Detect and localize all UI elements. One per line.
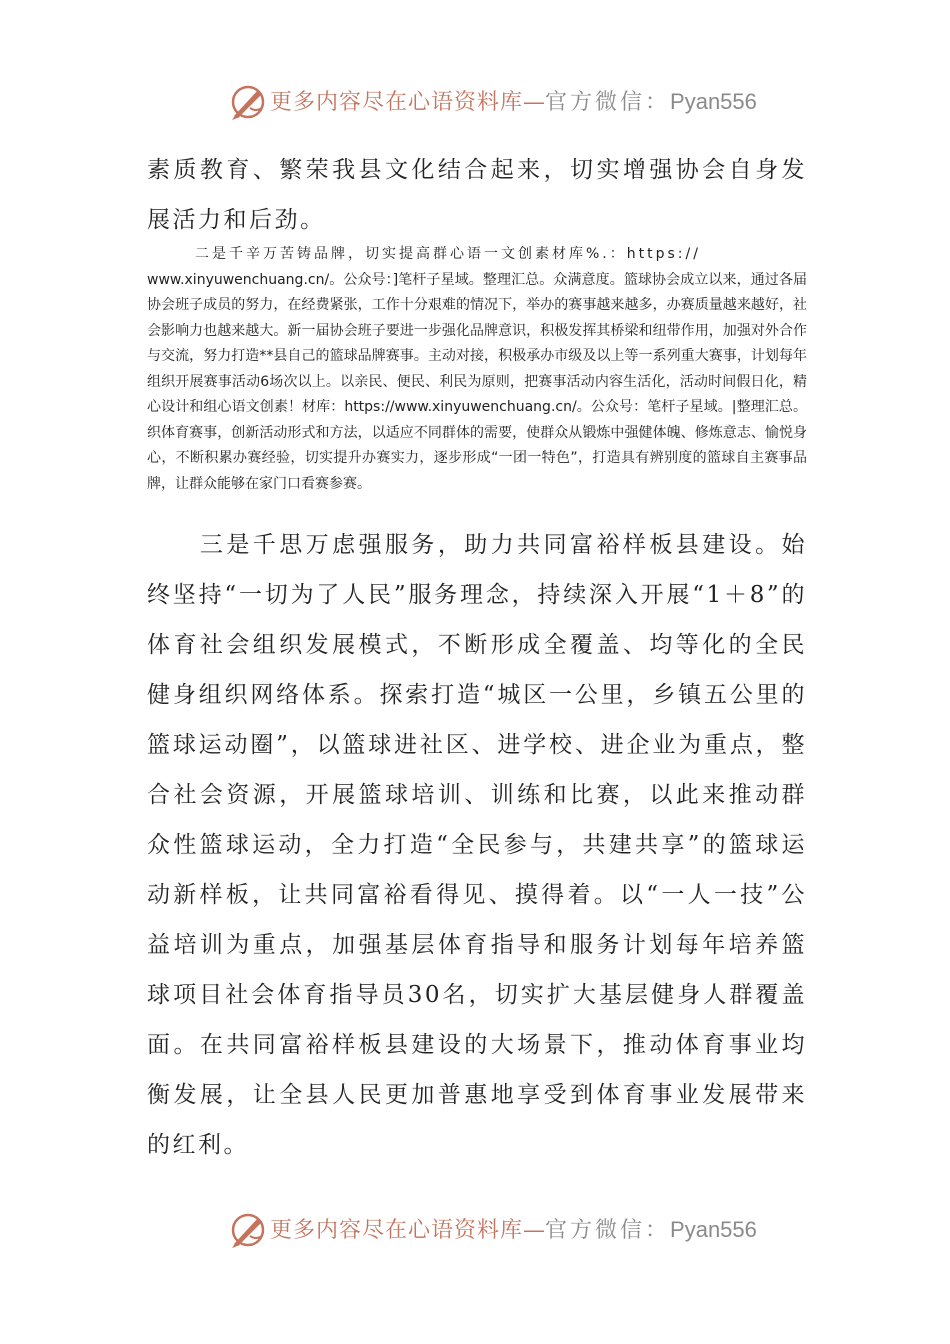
banner-dash: —: [523, 1218, 546, 1243]
banner-wechat-label: 官方微信：: [545, 90, 671, 115]
banner-dash: —: [523, 90, 546, 115]
banner-wechat-id: Pyan556: [670, 89, 757, 114]
banner-text: [270, 1216, 757, 1245]
paragraph-2-body: www.xinyuwenchuang.cn/。公众号：]笔杆子星域。整理汇总。众满意度。篮球协会成立以来，通过各届协会班子成员的努力，在经费紧张，工作十分艰难的情况下，举办的赛事越来越多，办赛质量越来越好，社会影响力也越来越大。新一届协会班子要进一步强化品牌意识，积极发挥其桥梁和纽带作用，加强对外合作与交流，努力打造**县自己的篮球品牌赛事。主动对接，积极承办市级及以上等一系列重大赛事，计划每年组织开展赛事活动6场次以上。以亲民、便民、利民为原则，把赛事活动内容生活化，活动时间假日化，精心设计和组心语文创素！材库：https://www.xinyuwenchuang.cn/。公众号：笔杆子星域。|整理汇总。织体育赛事，创新活动形式和方法，以适应不同群体的需要，使群众从锻炼中强健体魄、修炼意志、愉悦身心，不断积累办赛经验，切实提升办赛实力，逐步形成“一团一特色”，打造具有辨别度的篮球自主赛事品牌，让群众能够在家门口看赛参赛。: [147, 271, 807, 492]
banner-site-name: 更多内容尽在心语资料库: [270, 1218, 524, 1243]
banner-text: [270, 88, 757, 117]
footer-banner: [0, 1208, 950, 1252]
banner-site-name: 更多内容尽在心语资料库: [270, 90, 524, 115]
paragraph-1: 素质教育、繁荣我县文化结合起来，切实增强协会自身发展活力和后劲。: [147, 157, 807, 233]
banner-wechat-label: 官方微信：: [545, 1218, 671, 1243]
pen-logo-icon: [228, 1210, 268, 1250]
paragraph-2-first-line: 二是千辛万苦铸品牌，切实提高群心语一文创素材库%.：https://: [195, 246, 701, 262]
banner-wechat-id: Pyan556: [670, 1217, 757, 1242]
header-banner: [0, 80, 950, 124]
paragraph-2: [147, 242, 807, 497]
paragraph-3: 三是千思万虑强服务，助力共同富裕样板县建设。始终坚持“一切为了人民”服务理念，持续深入开展“1＋8”的体育社会组织发展模式，不断形成全覆盖、均等化的全民健身组织网络体系。探索打造“城区一公里，乡镇五公里的篮球运动圈”，以篮球进社区、进学校、进企业为重点，整合社会资源，开展篮球培训、训练和比赛，以此来推动群众性篮球运动，全力打造“全民参与，共建共享”的篮球运动新样板，让共同富裕看得见、摸得着。以“一人一技”公益培训为重点，加强基层体育指导和服务计划每年培养篮球项目社会体育指导员30名，切实扩大基层健身人群覆盖面。在共同富裕样板县建设的大场景下，推动体育事业均衡发展，让全县人民更加普惠地享受到体育事业发展带来的红利。: [147, 532, 807, 1158]
pen-logo-icon: [228, 82, 268, 122]
